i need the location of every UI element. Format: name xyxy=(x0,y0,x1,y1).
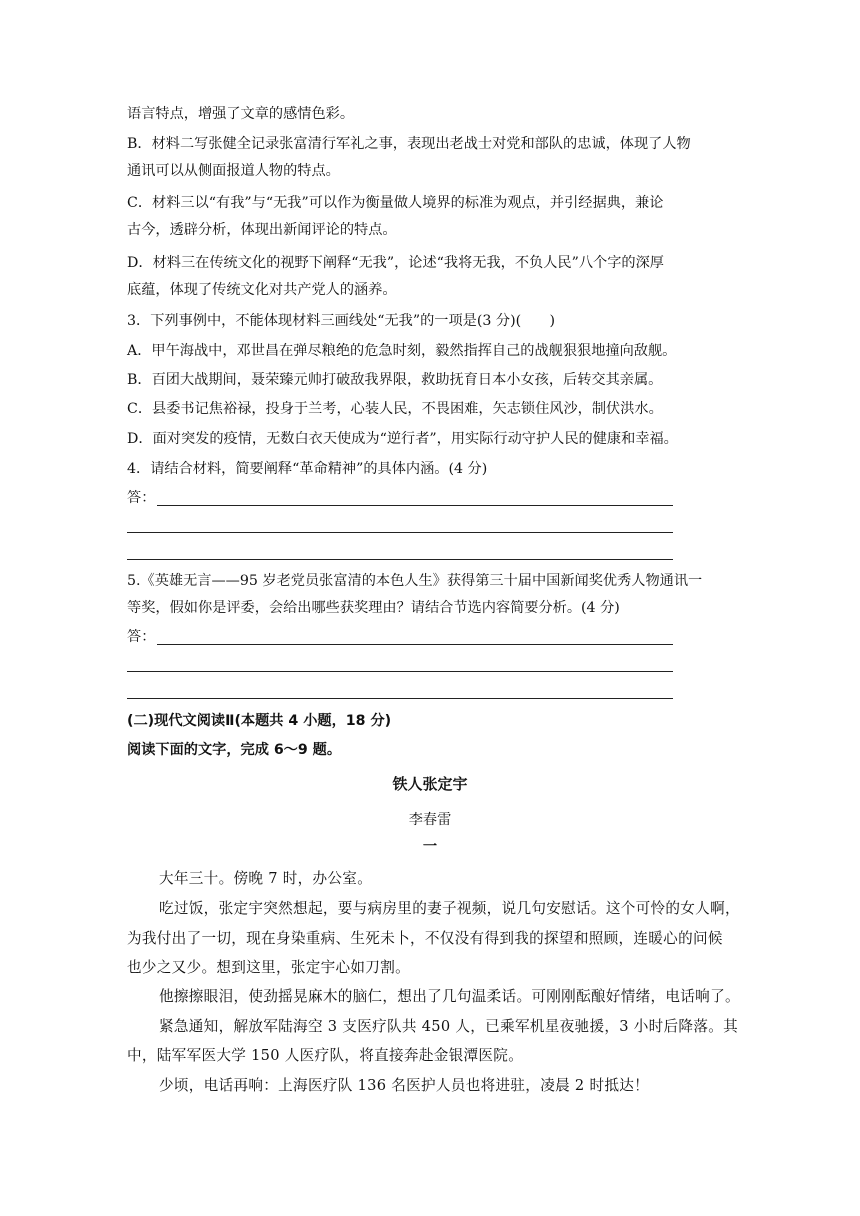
paragraph-1: 大年三十。傍晚 7 时，办公室。 xyxy=(159,870,373,887)
paragraph-4-line1: 紧急通知，解放军陆海空 3 支医疗队共 450 人，已乘军机星夜驰援，3 小时后降落。其 xyxy=(159,1018,739,1035)
question-5-line1: 5.《英雄无言——95 岁老党员张富清的本色人生》获得第三十届中国新闻奖优秀人物通讯一 xyxy=(127,573,703,589)
option-c-line1: C．材料三以“有我”与“无我”可以作为衡量做人境界的标准为观点，并引经据典，兼论 xyxy=(127,195,664,211)
question-4: 4．请结合材料，简要阐释“革命精神”的具体内涵。(4 分) xyxy=(127,461,488,477)
answer-line-q4-1[interactable] xyxy=(157,505,673,506)
question-3: 3．下列事例中，不能体现材料三画线处“无我”的一项是(3 分)( ) xyxy=(127,313,556,329)
question-3-option-a: A．甲午海战中，邓世昌在弹尽粮绝的危急时刻，毅然指挥自己的战舰狠狠地撞向敌舰。 xyxy=(127,343,677,359)
paragraph-2-line3: 也少之又少。想到这里，张定宇心如刀割。 xyxy=(127,959,410,976)
paragraph-5: 少顷，电话再响：上海医疗队 136 名医护人员也将进驻，凌晨 2 时抵达！ xyxy=(159,1077,650,1094)
question-3-option-c: C．县委书记焦裕禄，投身于兰考，心装人民，不畏困难，矢志锁住风沙，制伏洪水。 xyxy=(127,401,663,417)
option-d-line2: 底蕴，体现了传统文化对共产党人的涵养。 xyxy=(127,282,397,298)
answer-label-q5: 答： xyxy=(127,629,156,645)
section-heading: (二)现代文阅读Ⅱ(本题共 4 小题，18 分) xyxy=(127,713,392,729)
question-3-option-b: B．百团大战期间，聂荣臻元帅打破敌我界限，救助抚育日本小女孩，后转交其亲属。 xyxy=(127,372,663,388)
option-b-line1: B．材料二写张健全记录张富清行军礼之事，表现出老战士对党和部队的忠诚，体现了人物 xyxy=(127,136,691,152)
option-d-line1: D．材料三在传统文化的视野下阐释“无我”，论述“我将无我，不负人民”八个字的深厚 xyxy=(127,255,664,271)
article-title: 铁人张定宇 xyxy=(392,775,468,793)
paragraph-3: 他擦擦眼泪，使劲摇晃麻木的脑仁，想出了几句温柔话。可刚刚酝酿好情绪，电话响了。 xyxy=(159,988,740,1005)
option-b-line2: 通讯可以从侧面报道人物的特点。 xyxy=(127,163,340,179)
option-c-line2: 古今，透辟分析，体现出新闻评论的特点。 xyxy=(127,222,397,238)
paragraph-2-line2: 为我付出了一切，现在身染重病、生死未卜，不仅没有得到我的探望和照顾，连暖心的问候 xyxy=(127,930,723,947)
reading-instruction: 阅读下面的文字，完成 6～9 题。 xyxy=(127,742,342,758)
answer-line-q4-2[interactable] xyxy=(127,532,673,533)
question-5-line2: 等奖，假如你是评委，会给出哪些获奖理由？请结合节选内容简要分析。(4 分) xyxy=(127,600,620,616)
question-3-option-d: D．面对突发的疫情，无数白衣天使成为“逆行者”，用实际行动守护人民的健康和幸福。 xyxy=(127,431,678,447)
article-author: 李春雷 xyxy=(408,812,452,828)
answer-line-q5-3[interactable] xyxy=(127,698,673,699)
option-a-continuation: 语言特点，增强了文章的感情色彩。 xyxy=(127,106,355,122)
part-number: 一 xyxy=(422,839,438,855)
paragraph-2-line1: 吃过饭，张定宇突然想起，要与病房里的妻子视频，说几句安慰话。这个可怜的女人啊， xyxy=(159,900,740,917)
paragraph-4-line2: 中，陆军军医大学 150 人医疗队，将直接奔赴金银潭医院。 xyxy=(127,1047,524,1064)
answer-line-q4-3[interactable] xyxy=(127,559,673,560)
answer-label-q4: 答： xyxy=(127,490,156,506)
answer-line-q5-1[interactable] xyxy=(157,644,673,645)
answer-line-q5-2[interactable] xyxy=(127,671,673,672)
